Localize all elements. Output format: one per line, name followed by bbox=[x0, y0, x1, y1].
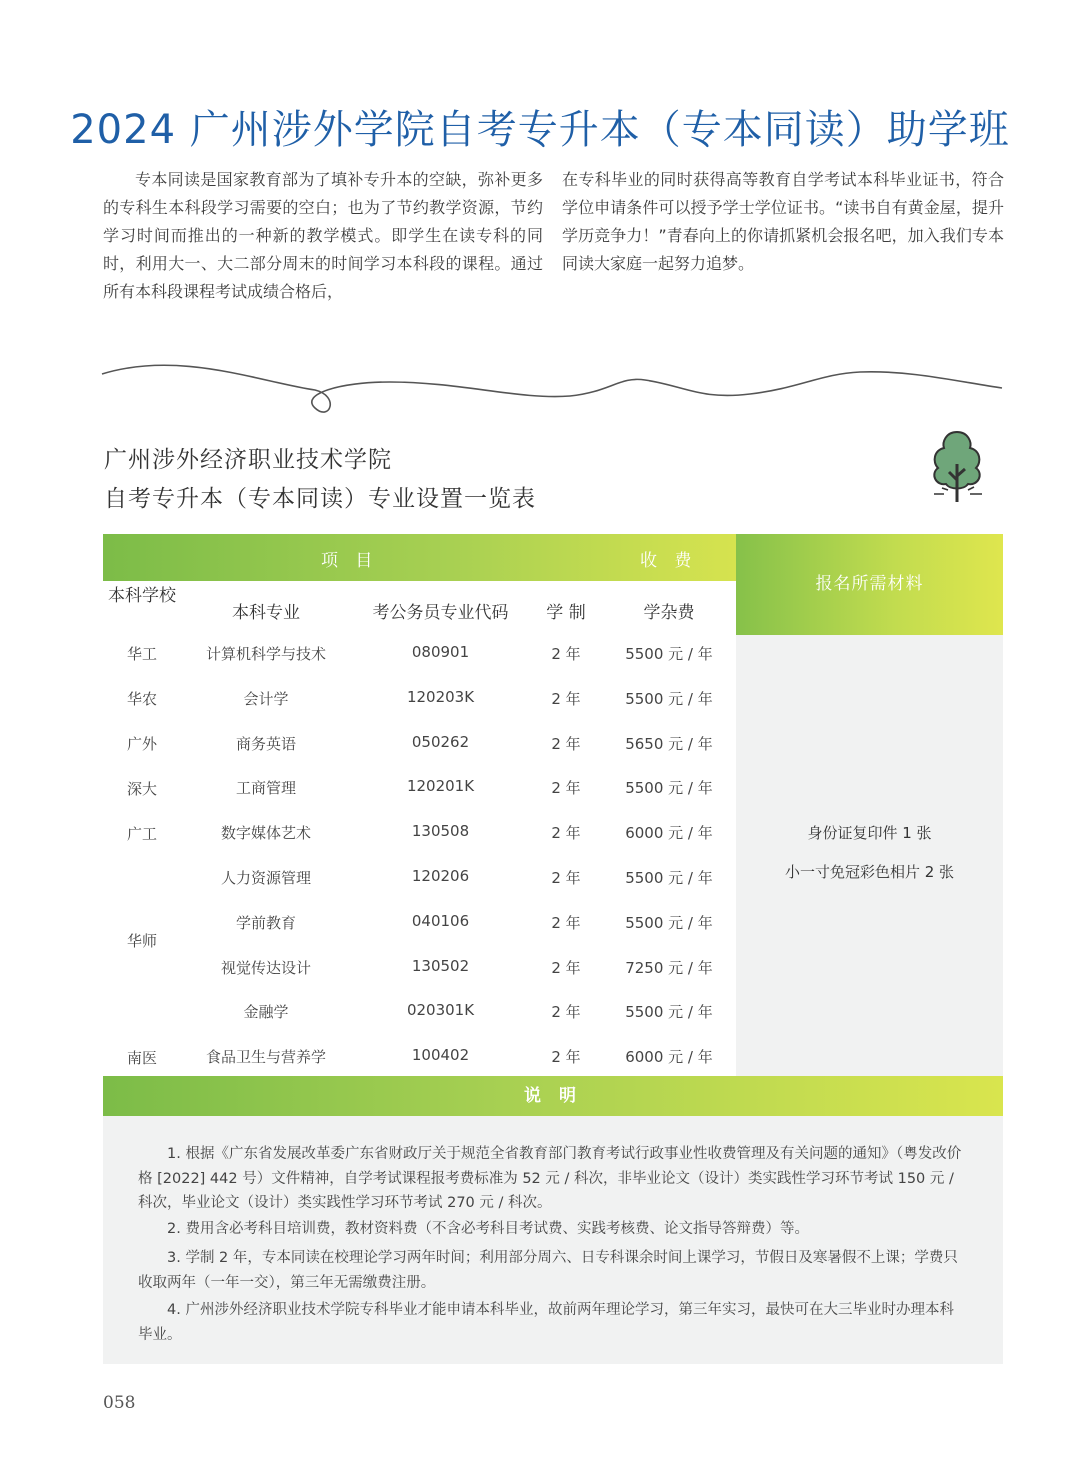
intro-paragraph-left: 专本同读是国家教育部为了填补专升本的空缺，弥补更多的专科生本科段学习需要的空白；也为了节约教学资源，节约学习时间而推出的一种新的教学模式。即学生在读专科的同时，利用大一、大二部分周末的时间学习本科段的课程。通过所有本科段课程考试成绩合格后， bbox=[103, 170, 543, 301]
materials-header: 报名所需材料 bbox=[736, 534, 1003, 635]
duration-cell: 2 年 bbox=[551, 824, 581, 843]
major-cell: 视觉传达设计 bbox=[220, 958, 311, 977]
column-header-fee: 学杂费 bbox=[643, 603, 695, 623]
fee-cell: 5500 元 / 年 bbox=[625, 645, 713, 663]
notes-header: 说 明 bbox=[103, 1076, 1003, 1116]
fee-cell: 7250 元 / 年 bbox=[625, 958, 713, 977]
major-cell: 计算机科学与技术 bbox=[205, 645, 326, 663]
duration-cell: 2 年 bbox=[551, 958, 581, 977]
duration-cell: 2 年 bbox=[551, 1003, 581, 1022]
fee-cell: 6000 元 / 年 bbox=[625, 824, 713, 843]
school-cell: 南医 bbox=[126, 1049, 157, 1067]
duration-cell: 2 年 bbox=[551, 1048, 581, 1067]
major-cell: 商务英语 bbox=[235, 734, 296, 753]
table-title-line1: 广州涉外经济职业技术学院 bbox=[104, 447, 392, 473]
column-header-major: 本科专业 bbox=[232, 603, 300, 623]
major-cell: 金融学 bbox=[243, 1003, 289, 1022]
column-header-code: 考公务员专业代码 bbox=[372, 603, 509, 623]
note-item: 2. 费用含必考科目培训费，教材资料费（不含必考科目考试费、实践考核费、论文指导答辩费）等。 bbox=[167, 1221, 809, 1237]
school-cell: 华农 bbox=[126, 690, 157, 708]
fee-cell: 5500 元 / 年 bbox=[625, 1003, 713, 1022]
duration-cell: 2 年 bbox=[551, 734, 581, 753]
note-item: 4. 广州涉外经济职业技术学院专科毕业才能申请本科毕业，故前两年理论学习，第三年实习，最快可在大三毕业时办理本科毕业。 bbox=[138, 1302, 954, 1343]
table-header-band bbox=[103, 534, 736, 581]
material-item: 小一寸免冠彩色相片 2 张 bbox=[784, 863, 955, 881]
duration-cell: 2 年 bbox=[551, 913, 581, 932]
header-fee-label: 收 费 bbox=[640, 551, 698, 571]
major-cell: 会计学 bbox=[243, 689, 289, 708]
fee-cell: 5500 元 / 年 bbox=[625, 779, 713, 798]
code-cell: 020301K bbox=[406, 1001, 475, 1020]
fee-cell: 5500 元 / 年 bbox=[625, 869, 713, 887]
page-title: 2024 广州涉外学院自考专升本（专本同读）助学班 bbox=[70, 107, 1010, 153]
note-item: 3. 学制 2 年，专本同读在校理论学习两年时间；利用部分周六、日专科课余时间上课学习，节假日及寒暑假不上课；学费只收取两年（一年一交），第三年无需缴费注册。 bbox=[138, 1250, 958, 1291]
major-cell: 工商管理 bbox=[235, 779, 296, 798]
major-cell: 人力资源管理 bbox=[220, 869, 311, 887]
code-cell: 050262 bbox=[411, 732, 470, 751]
school-cell: 深大 bbox=[126, 780, 157, 798]
fee-cell: 5500 元 / 年 bbox=[625, 913, 713, 932]
note-item: 1. 根据《广东省发展改革委广东省财政厅关于规范全省教育部门教育考试行政事业性收费管理及有关问题的通知》（粤发改价格 [2022] 442 号）文件精神，自学考试课程报考费标准为 52 元 / 科次，非毕业论文（设计）类实践性学习环节考试 150 元 / 科次，毕业论文（设计）类实践性学习环节考试 270 元 / 科次。 bbox=[138, 1146, 962, 1211]
material-item: 身份证复印件 1 张 bbox=[807, 824, 932, 842]
major-cell: 食品卫生与营养学 bbox=[205, 1048, 326, 1067]
school-cell: 广外 bbox=[126, 735, 157, 753]
major-cell: 学前教育 bbox=[235, 913, 296, 932]
code-cell: 120201K bbox=[406, 777, 475, 796]
page-number: 058 bbox=[103, 1393, 136, 1413]
school-cell: 华工 bbox=[126, 645, 157, 663]
column-header-duration: 学 制 bbox=[546, 603, 586, 623]
major-cell: 数字媒体艺术 bbox=[220, 824, 311, 843]
school-cell: 广工 bbox=[126, 825, 157, 843]
code-cell: 130502 bbox=[411, 956, 470, 975]
code-cell: 040106 bbox=[411, 911, 470, 930]
fee-cell: 5500 元 / 年 bbox=[625, 689, 713, 708]
intro-paragraph-right: 在专科毕业的同时获得高等教育自学考试本科毕业证书，符合学位申请条件可以授予学士学位证书。“读书自有黄金屋，提升学历竞争力！”青春向上的你请抓紧机会报名吧，加入我们专本同读大家庭一起努力追梦。 bbox=[562, 170, 1004, 273]
code-cell: 080901 bbox=[411, 643, 470, 661]
duration-cell: 2 年 bbox=[551, 779, 581, 798]
code-cell: 120203K bbox=[406, 687, 475, 706]
code-cell: 130508 bbox=[411, 822, 470, 841]
decorative-wave-line bbox=[100, 352, 1005, 422]
fee-cell: 6000 元 / 年 bbox=[625, 1048, 713, 1067]
table-title-line2: 自考专升本（专本同读）专业设置一览表 bbox=[104, 486, 536, 512]
duration-cell: 2 年 bbox=[551, 869, 581, 887]
duration-cell: 2 年 bbox=[551, 689, 581, 708]
school-cell: 华师 bbox=[126, 932, 157, 950]
materials-panel bbox=[736, 635, 1003, 1076]
header-project-label: 项 目 bbox=[321, 551, 379, 571]
notes-panel bbox=[103, 1116, 1003, 1364]
code-cell: 100402 bbox=[411, 1046, 470, 1065]
duration-cell: 2 年 bbox=[551, 645, 581, 663]
column-header-school: 本科学校 bbox=[108, 586, 176, 606]
code-cell: 120206 bbox=[411, 867, 470, 885]
tree-icon bbox=[922, 424, 992, 506]
fee-cell: 5650 元 / 年 bbox=[625, 734, 713, 753]
